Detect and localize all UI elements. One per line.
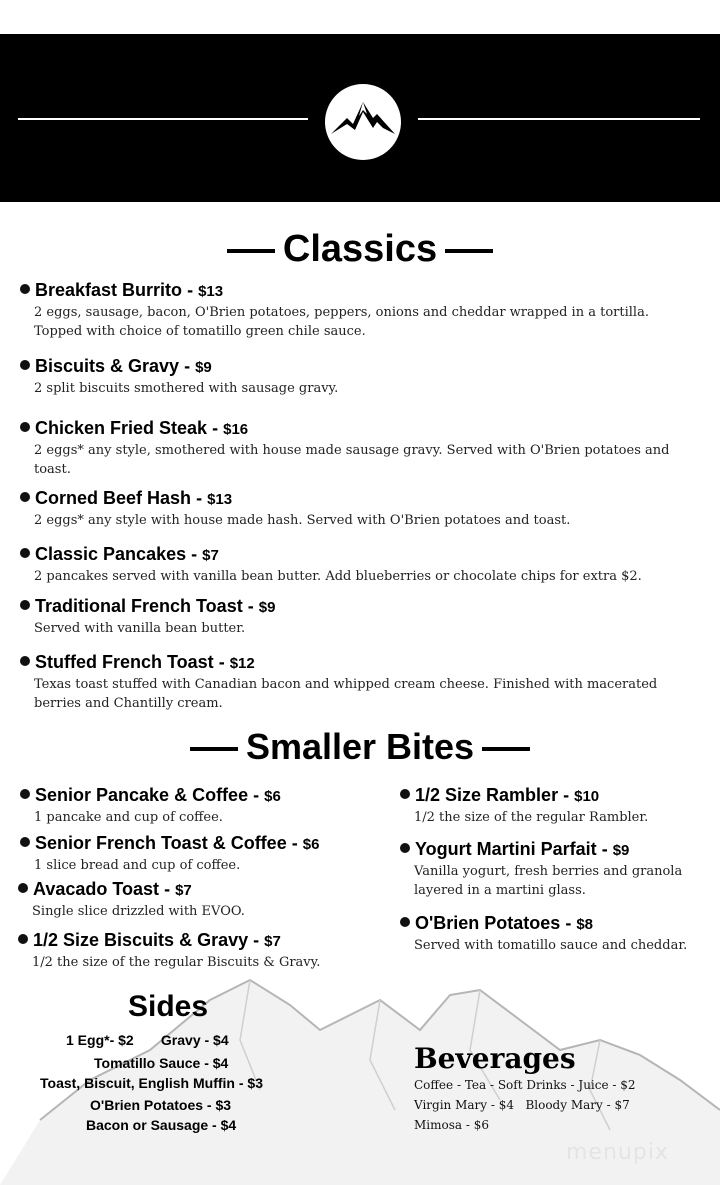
item-separator: - xyxy=(247,596,254,616)
menu-item xyxy=(20,418,700,479)
bullet-icon xyxy=(20,656,30,666)
item-separator: - xyxy=(291,833,298,853)
bullet-icon xyxy=(18,883,28,893)
item-separator: - xyxy=(218,652,225,672)
item-price: $9 xyxy=(612,842,630,859)
menu-item xyxy=(20,652,700,713)
classics-title-text: Classics xyxy=(282,228,438,270)
sides-title: Sides xyxy=(128,990,209,1023)
item-price: $7 xyxy=(175,882,192,899)
item-name: O'Brien Potatoes xyxy=(415,913,561,933)
item-separator: - xyxy=(253,930,260,950)
item-name: Corned Beef Hash xyxy=(35,488,192,508)
item-name: Senior French Toast & Coffee xyxy=(35,833,287,853)
menupix-watermark: menupix xyxy=(566,1140,669,1165)
item-description: 1 slice bread and cup of coffee. xyxy=(34,858,241,873)
item-price: $8 xyxy=(576,916,594,933)
item-name: Chicken Fried Steak xyxy=(35,418,208,438)
item-separator: - xyxy=(563,785,570,805)
bullet-icon xyxy=(20,422,30,432)
item-separator: - xyxy=(565,913,572,933)
bullet-icon xyxy=(20,600,30,610)
menu-item xyxy=(20,785,390,827)
item-description: 2 eggs* any style with house made hash. Served with O'Brien potatoes and toast. xyxy=(34,513,571,528)
item-separator: - xyxy=(184,356,191,376)
beverages-line: Mimosa - $6 xyxy=(414,1118,489,1132)
item-description: 2 pancakes served with vanilla bean butter. Add blueberries or chocolate chips for extra $2. xyxy=(34,569,642,584)
header-rule-right xyxy=(418,118,700,120)
title-dash-right xyxy=(445,249,493,253)
item-separator: - xyxy=(196,488,203,508)
menu-item xyxy=(18,879,388,921)
item-price: $10 xyxy=(574,788,600,805)
title-dash-left xyxy=(190,747,238,751)
item-name: Senior Pancake & Coffee xyxy=(35,785,249,805)
item-description: Texas toast stuffed with Canadian bacon and whipped cream cheese. Finished with macerated berries and Chantilly cream. xyxy=(34,677,658,711)
item-description: Vanilla yogurt, fresh berries and granola layered in a martini glass. xyxy=(414,864,683,898)
menu-header-banner xyxy=(0,34,720,202)
item-description: 2 eggs* any style, smothered with house made sausage gravy. Served with O'Brien potatoes and toast. xyxy=(34,443,670,477)
item-description: Served with tomatillo sauce and cheddar. xyxy=(414,938,688,953)
item-price: $9 xyxy=(258,599,276,616)
item-description: Served with vanilla bean butter. xyxy=(34,621,246,636)
bullet-icon xyxy=(400,789,410,799)
menu-item xyxy=(400,839,700,900)
menu-item xyxy=(20,488,700,530)
menu-item xyxy=(20,596,700,638)
bullet-icon xyxy=(20,284,30,294)
sides-line: O'Brien Potatoes - $3 xyxy=(90,1097,232,1113)
top-margin xyxy=(0,0,720,34)
sides-line: Toast, Biscuit, English Muffin - $3 xyxy=(40,1075,263,1091)
item-price: $9 xyxy=(195,359,212,376)
item-description: 1/2 the size of the regular Rambler. xyxy=(414,810,649,825)
menu-item xyxy=(400,913,710,955)
item-separator: - xyxy=(187,280,194,300)
item-name: Stuffed French Toast xyxy=(35,652,214,672)
item-name: Biscuits & Gravy xyxy=(35,356,180,376)
item-name: Classic Pancakes xyxy=(35,544,187,564)
item-price: $6 xyxy=(264,788,281,805)
title-dash-right xyxy=(482,747,530,751)
smaller-bites-title xyxy=(0,726,720,768)
item-description: 1 pancake and cup of coffee. xyxy=(34,810,223,825)
item-description: 2 split biscuits smothered with sausage gravy. xyxy=(34,381,339,396)
mountain-logo-icon xyxy=(325,84,401,160)
beverages-title: Beverages xyxy=(414,1042,576,1075)
classics-title xyxy=(0,226,720,272)
sides-line: 1 Egg*- $2 Gravy - $4 xyxy=(66,1032,229,1048)
menu-item xyxy=(20,544,700,586)
item-name: Yogurt Martini Parfait xyxy=(415,839,597,859)
item-price: $7 xyxy=(264,933,281,950)
item-description: 1/2 the size of the regular Biscuits & Gravy. xyxy=(32,955,321,970)
item-name: Avacado Toast xyxy=(33,879,160,899)
item-price: $12 xyxy=(229,655,255,672)
header-rule-left xyxy=(18,118,308,120)
item-separator: - xyxy=(601,839,608,859)
item-separator: - xyxy=(164,879,171,899)
bullet-icon xyxy=(20,789,30,799)
item-separator: - xyxy=(191,544,198,564)
menu-item xyxy=(400,785,700,827)
item-price: $13 xyxy=(207,491,233,508)
item-description: 2 eggs, sausage, bacon, O'Brien potatoes, peppers, onions and cheddar wrapped in a tortilla. Topped with choice of tomatillo green chile sauce. xyxy=(34,305,649,339)
item-separator: - xyxy=(253,785,260,805)
bullet-icon xyxy=(400,843,410,853)
item-name: Traditional French Toast xyxy=(35,596,243,616)
beverages-line: Virgin Mary - $4 Bloody Mary - $7 xyxy=(414,1098,630,1112)
menu-item xyxy=(20,356,700,398)
bullet-icon xyxy=(20,492,30,502)
title-dash-left xyxy=(227,249,275,253)
item-name: 1/2 Size Rambler xyxy=(415,785,559,805)
bullet-icon xyxy=(400,917,410,927)
item-price: $13 xyxy=(198,283,224,300)
menu-item xyxy=(20,833,390,875)
item-name: 1/2 Size Biscuits & Gravy xyxy=(33,930,249,950)
sides-line: Bacon or Sausage - $4 xyxy=(86,1117,237,1133)
bullet-icon xyxy=(20,360,30,370)
menu-item xyxy=(20,280,700,341)
item-name: Breakfast Burrito xyxy=(35,280,183,300)
sides-line: Tomatillo Sauce - $4 xyxy=(94,1055,229,1071)
item-price: $16 xyxy=(223,421,249,438)
item-description: Single slice drizzled with EVOO. xyxy=(32,904,245,919)
smaller-bites-title-text: Smaller Bites xyxy=(245,726,475,767)
item-price: $7 xyxy=(202,547,219,564)
item-separator: - xyxy=(212,418,219,438)
bullet-icon xyxy=(20,548,30,558)
bullet-icon xyxy=(20,837,30,847)
item-price: $6 xyxy=(302,836,320,853)
bullet-icon xyxy=(18,934,28,944)
beverages-line: Coffee - Tea - Soft Drinks - Juice - $2 xyxy=(414,1078,636,1092)
